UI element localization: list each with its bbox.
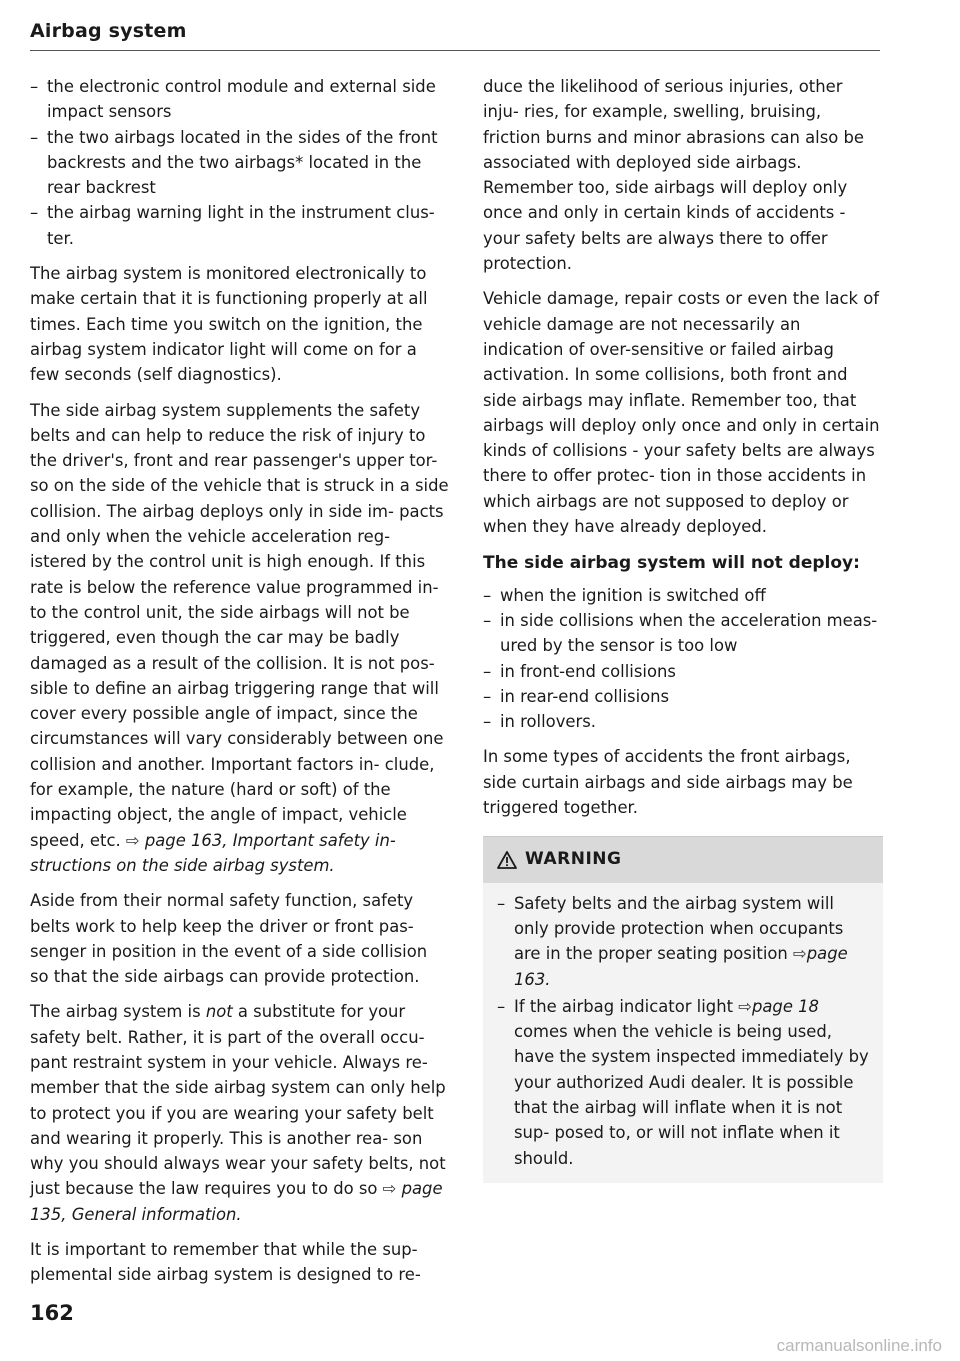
arrow-icon: ⇨ — [738, 996, 752, 1016]
warning-box — [483, 836, 883, 1183]
paragraph-vehicle-damage: Vehicle damage, repair costs or even the lack of vehicle damage are not necessarily an indication of over-sensitive or failed airbag activation. In some collisions, both front and side airbags may inflate. Remember too, that airbags will deploy only once and only in certain kinds of collisions - your safety belts are always there to offer protec- tion in those accidents in which airbags are not supposed to deploy or when they have already deployed. — [483, 289, 880, 537]
list-item: – in front-end collisions — [483, 659, 883, 684]
paragraph-text: The side airbag system supplements the safety belts and can help to reduce the risk of injury to the driver's, front and rear passenger's upper tor- so on the side of the vehicle that is struck in a side collision. The airbag deploys only in side im- pacts and only when the vehicle acceleration reg- istered by the control unit is high enough. If this rate is below the reference value programmed in- to the control unit, the side airbags will not be triggered, even though the car may be badly damaged as a result of the collision. It is not pos- sible to define an airbag triggering range that will cover every possible angle of impact, since the circumstances will vary considerably between one collision and another. Important factors in- clude, for example, the nature (hard or soft) of the impacting object, the angle of impact, vehicle speed, etc. — [30, 400, 449, 850]
emphasis-text: not — [205, 1002, 233, 1022]
list-item: – the airbag warning light in the instrument clus- ter. — [30, 200, 450, 251]
warning-title: WARNING — [525, 849, 622, 870]
warning-triangle-icon — [497, 851, 517, 869]
watermark-text: carmanualsonline.info — [776, 1336, 942, 1355]
no-deploy-list — [483, 583, 883, 735]
page-number: 162 — [30, 1301, 74, 1325]
warning-list — [497, 891, 869, 1171]
warning-item — [497, 891, 869, 992]
list-item: – the two airbags located in the sides of the front backrests and the two airbags* located in the rear backrest — [30, 125, 450, 201]
list-item: – in rear-end collisions — [483, 684, 883, 709]
left-column — [30, 74, 450, 1298]
page-reference-link[interactable]: page 18 — [751, 996, 819, 1016]
list-item: – the electronic control module and external side impact sensors — [30, 74, 450, 125]
arrow-icon: ⇨ — [125, 830, 140, 850]
paragraph-not-substitute — [30, 999, 450, 1227]
paragraph-important: It is important to remember that while the sup- plemental side airbag system is designed to re- — [30, 1240, 421, 1285]
arrow-icon: ⇨ — [382, 1179, 397, 1199]
right-column — [483, 74, 883, 1183]
arrow-icon: ⇨ — [793, 944, 807, 964]
page-title: Airbag system — [30, 20, 187, 42]
list-item: – in rollovers. — [483, 709, 883, 734]
paragraph-safety-belts: Aside from their normal safety function, safety belts work to help keep the driver or front pas- senger in position in the event of a side collision so that the side airbags can provide protection. — [30, 891, 428, 987]
page-reference-link[interactable]: page 163, Important safety in- structions on the side airbag system. — [30, 830, 396, 875]
warning-header — [483, 837, 883, 882]
warning-text: If the airbag indicator light — [514, 996, 734, 1016]
warning-text: comes when the vehicle is being used, have the system inspected immediately by your authorized Audi dealer. It is possible that the airbag will inflate when it is not sup- posed to, or will not inflate when it should. — [514, 1022, 869, 1168]
paragraph-side-airbag — [30, 398, 450, 879]
page-header — [30, 20, 880, 51]
component-list — [30, 74, 450, 251]
paragraph-text: The airbag system is — [30, 1002, 206, 1022]
section-heading: The side airbag system will not deploy: — [483, 553, 860, 574]
paragraph-injuries: duce the likelihood of serious injuries, other inju- ries, for example, swelling, bruising, friction burns and minor abrasions can also be associated with deployed side airbags. Remember too, side airbags will deploy only once and only in certain kinds of accidents - your safety belts are always there to offer protection. — [483, 77, 865, 274]
paragraph-monitoring: The airbag system is monitored electronically to make certain that it is functioning properly at all times. Each time you switch on the ignition, the airbag system indicator light will come on for a few seconds (self diagnostics). — [30, 264, 428, 385]
list-item: – in side collisions when the acceleration meas- ured by the sensor is too low — [483, 608, 883, 659]
warning-body — [483, 883, 883, 1183]
warning-item — [497, 994, 869, 1171]
list-item: – when the ignition is switched off — [483, 583, 883, 608]
page-reference-link[interactable]: page 135, General information. — [30, 1179, 443, 1224]
page-reference-link[interactable]: page 163. — [514, 944, 848, 989]
paragraph-text: a substitute for your safety belt. Rather, it is part of the overall occu- pant restraint system in your vehicle. Always re- member that the side airbag system can only help to protect you if you are wearing your safety belt and wearing it properly. This is another rea- son why you should always wear your safety belts, not just because the law requires you to do so — [30, 1002, 446, 1199]
paragraph-triggered-together: In some types of accidents the front airbags, side curtain airbags and side airbags may be triggered together. — [483, 747, 853, 818]
warning-text: Safety belts and the airbag system will only provide protection when occupants are in the proper seating position — [514, 893, 844, 964]
